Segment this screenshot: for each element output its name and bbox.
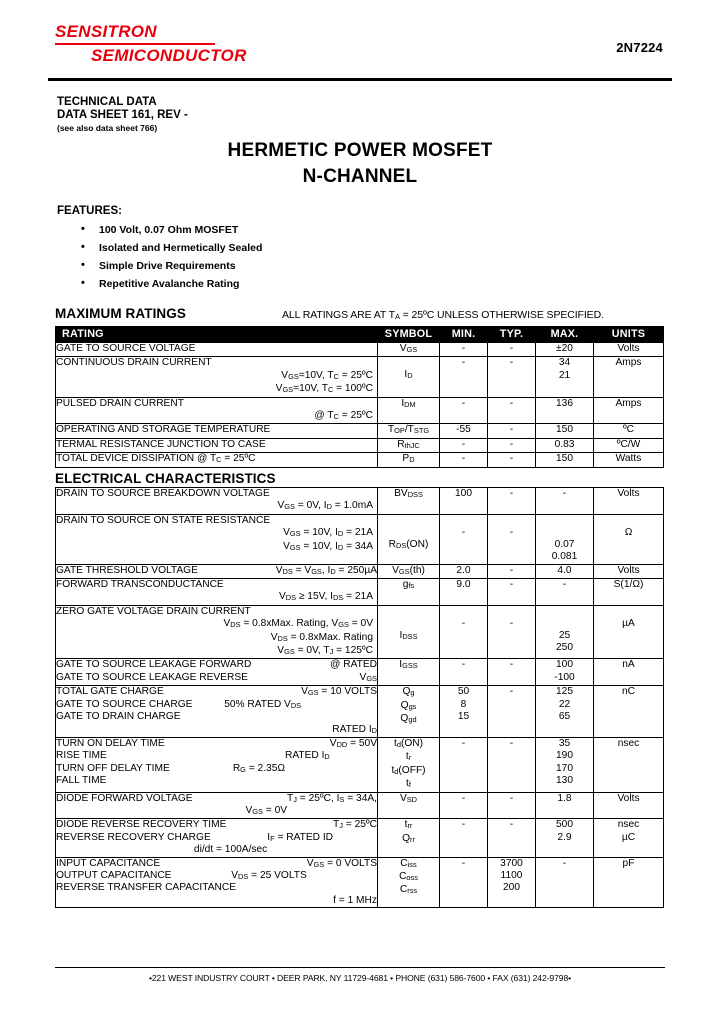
rating-max: 150 xyxy=(536,453,594,467)
rating-description: TURN ON DELAY TIME $V_{DD} = 50V$ RISE TIME RATED $I_D$ TURN OFF DELAY TIME $R_G = 2.35\Omega$ FALL TIME xyxy=(56,737,378,792)
rating-units: Volts xyxy=(594,792,664,819)
rating-max: 34 21 xyxy=(536,357,594,397)
rating-min: - xyxy=(440,659,488,686)
maximum-ratings-note xyxy=(282,309,604,321)
rating-symbol: $R_{thJC}$ xyxy=(378,438,440,452)
rating-typ: - xyxy=(488,343,536,357)
electrical-characteristics-table xyxy=(55,487,664,908)
rating-symbol: $R_{DS}(ON)$ xyxy=(378,514,440,564)
rating-min: - xyxy=(440,514,488,564)
rating-units: Amps xyxy=(594,397,664,424)
rating-min: - xyxy=(440,737,488,792)
rating-units: Volts xyxy=(594,564,664,578)
rating-min: - xyxy=(440,343,488,357)
technical-data-block xyxy=(57,96,188,134)
rating-symbol: $I_{GSS}$ xyxy=(378,659,440,686)
rating-typ: - xyxy=(488,424,536,438)
rating-typ: - xyxy=(488,686,536,738)
rating-symbol: $Q_g$ $Q_{gs}$ $Q_{gd}$ xyxy=(378,686,440,738)
rating-max: 4.0 xyxy=(536,564,594,578)
rating-symbol: $t_d(ON)$ $t_r$ $t_d(OFF)$ $t_f$ xyxy=(378,737,440,792)
column-header-max: MAX. xyxy=(536,327,594,343)
rating-typ: - xyxy=(488,737,536,792)
rating-min: 50 8 15 xyxy=(440,686,488,738)
rating-units: Volts xyxy=(594,488,664,515)
rating-min: -55 xyxy=(440,424,488,438)
table-row xyxy=(56,343,664,357)
rating-symbol: $V_{GS}$ xyxy=(378,343,440,357)
rating-units: ºC xyxy=(594,424,664,438)
rating-typ: - xyxy=(488,397,536,424)
rating-description: TOTAL GATE CHARGE $V_{GS} = 10$ VOLTS GATE TO SOURCE CHARGE 50% RATED $V_{DS}$ GATE TO DRAIN CHARGE RATED $I_D$ xyxy=(56,686,378,738)
table-row xyxy=(56,514,664,564)
rating-typ: - xyxy=(488,792,536,819)
table-row xyxy=(56,453,664,467)
rating-max: 25 250 xyxy=(536,605,594,659)
rating-symbol: $C_{iss}$ $C_{oss}$ $C_{rss}$ xyxy=(378,857,440,908)
column-header-symbol: SYMBOL xyxy=(378,327,440,343)
rating-symbol: $V_{SD}$ xyxy=(378,792,440,819)
features-heading: FEATURES: xyxy=(57,205,122,217)
rating-min: 2.0 xyxy=(440,564,488,578)
rating-symbol: $g_{fs}$ xyxy=(378,579,440,606)
electrical-characteristics-body xyxy=(56,488,664,908)
rating-min: - xyxy=(440,453,488,467)
rating-min: - xyxy=(440,357,488,397)
rating-typ: - xyxy=(488,488,536,515)
rating-typ: - xyxy=(488,819,536,857)
page-title xyxy=(0,140,720,188)
rating-description: TERMAL RESISTANCE JUNCTION TO CASE xyxy=(56,438,378,452)
list-item: • 100 Volt, 0.07 Ohm MOSFET xyxy=(57,224,262,237)
rating-typ: - xyxy=(488,605,536,659)
page-title-line-1: HERMETIC POWER MOSFET xyxy=(227,140,493,161)
rating-symbol: $I_D$ xyxy=(378,357,440,397)
rating-units: nA xyxy=(594,659,664,686)
column-header-rating: RATING xyxy=(56,327,378,343)
rating-symbol: $T_{OP}/T_{STG}$ xyxy=(378,424,440,438)
footer-divider xyxy=(55,967,665,968)
rating-typ: - xyxy=(488,453,536,467)
rating-min: - xyxy=(440,857,488,908)
rating-units: Watts xyxy=(594,453,664,467)
features-list xyxy=(57,224,262,291)
rating-max: - xyxy=(536,857,594,908)
technical-data-line-1: TECHNICAL DATA xyxy=(57,96,157,108)
table-row xyxy=(56,819,664,857)
table-row xyxy=(56,792,664,819)
rating-units: nC xyxy=(594,686,664,738)
rating-min: - xyxy=(440,819,488,857)
rating-typ: - xyxy=(488,659,536,686)
rating-description: GATE TO SOURCE VOLTAGE xyxy=(56,343,378,357)
rating-description: TOTAL DEVICE DISSIPATION @ $T_C$ = 25ºC xyxy=(56,453,378,467)
rating-symbol: $I_{DSS}$ xyxy=(378,605,440,659)
rating-units: nsec xyxy=(594,737,664,792)
rating-symbol: $t_{rr}$ $Q_{rr}$ xyxy=(378,819,440,857)
rating-description: PULSED DRAIN CURRENT @ $T_C$ = 25ºC xyxy=(56,397,378,424)
table-row xyxy=(56,488,664,515)
footer-address: •221 WEST INDUSTRY COURT • DEER PARK, NY 11729-4681 • PHONE (631) 586-7600 • FAX (631) 242-9798• xyxy=(148,973,572,983)
rating-symbol: $P_D$ xyxy=(378,453,440,467)
company-logo xyxy=(55,22,247,66)
rating-min: - xyxy=(440,605,488,659)
table-row xyxy=(56,857,664,908)
table-header-row xyxy=(56,327,664,343)
table-row xyxy=(56,605,664,659)
rating-max: 0.83 xyxy=(536,438,594,452)
rating-units: ºC/W xyxy=(594,438,664,452)
rating-symbol: $BV_{DSS}$ xyxy=(378,488,440,515)
rating-max: 136 xyxy=(536,397,594,424)
rating-units: S(1/Ω) xyxy=(594,579,664,606)
rating-symbol: $I_{DM}$ xyxy=(378,397,440,424)
rating-description: ZERO GATE VOLTAGE DRAIN CURRENT $V_{DS}$ = 0.8xMax. Rating, $V_{GS} = 0V$ $V_{DS}$ = 0.8xMax. Rating $V_{GS} = 0V$, $T_J$ = 125ºC xyxy=(56,605,378,659)
rating-max: 0.07 0.081 xyxy=(536,514,594,564)
logo-line-2: SEMICONDUCTOR xyxy=(91,46,247,65)
list-item: • Repetitive Avalanche Rating xyxy=(57,278,262,291)
rating-max: 1.8 xyxy=(536,792,594,819)
note-subscript: A xyxy=(394,312,400,321)
technical-data-line-3: (see also data sheet 766) xyxy=(57,123,158,133)
table-row xyxy=(56,737,664,792)
technical-data-line-2: DATA SHEET 161, REV - xyxy=(57,109,188,121)
rating-units: Amps xyxy=(594,357,664,397)
list-item: • Isolated and Hermetically Sealed xyxy=(57,242,262,255)
rating-description: DRAIN TO SOURCE BREAKDOWN VOLTAGE $V_{GS} = 0V$, $I_D = 1.0mA$ xyxy=(56,488,378,515)
header-divider xyxy=(48,78,672,81)
maximum-ratings-body xyxy=(56,343,664,468)
table-row xyxy=(56,659,664,686)
rating-description: DIODE FORWARD VOLTAGE $T_J$ = 25ºC, $I_S = 34A$, $V_{GS} = 0V$ xyxy=(56,792,378,819)
rating-max: ±20 xyxy=(536,343,594,357)
logo-line-1: SENSITRON xyxy=(55,22,215,45)
rating-units: pF xyxy=(594,857,664,908)
table-row xyxy=(56,424,664,438)
rating-min: - xyxy=(440,438,488,452)
rating-min: - xyxy=(440,397,488,424)
rating-max: 150 xyxy=(536,424,594,438)
rating-max: 500 2.9 xyxy=(536,819,594,857)
note-tail: = 25ºC UNLESS OTHERWISE SPECIFIED. xyxy=(399,309,604,321)
rating-description: CONTINUOUS DRAIN CURRENT $V_{GS}=10V$, $T_C$ = 25ºC $V_{GS}=10V$, $T_C$ = 100ºC xyxy=(56,357,378,397)
list-item: • Simple Drive Requirements xyxy=(57,260,262,273)
column-header-typ: TYP. xyxy=(488,327,536,343)
maximum-ratings-heading: MAXIMUM RATINGS xyxy=(55,306,186,321)
page-title-line-2: N-CHANNEL xyxy=(302,166,418,187)
rating-max: 35 190 170 130 xyxy=(536,737,594,792)
column-header-min: MIN. xyxy=(440,327,488,343)
table-row xyxy=(56,397,664,424)
maximum-ratings-table xyxy=(55,326,664,468)
rating-typ: - xyxy=(488,438,536,452)
rating-min: 100 xyxy=(440,488,488,515)
rating-units: Volts xyxy=(594,343,664,357)
rating-typ: - xyxy=(488,514,536,564)
rating-symbol: $V_{GS}(th)$ xyxy=(378,564,440,578)
rating-units: Ω xyxy=(594,514,664,564)
features-section xyxy=(57,205,262,296)
rating-typ: - xyxy=(488,579,536,606)
rating-description: GATE THRESHOLD VOLTAGE $V_{DS} = V_{GS}$, $I_D = 250\mu A$ xyxy=(56,564,378,578)
rating-typ: 3700 1100 200 xyxy=(488,857,536,908)
rating-max: - xyxy=(536,579,594,606)
rating-max: 100 -100 xyxy=(536,659,594,686)
table-row xyxy=(56,564,664,578)
column-header-units: UNITS xyxy=(594,327,664,343)
rating-max: 125 22 65 xyxy=(536,686,594,738)
rating-max: - xyxy=(536,488,594,515)
rating-typ: - xyxy=(488,357,536,397)
rating-units: µA xyxy=(594,605,664,659)
table-row xyxy=(56,579,664,606)
rating-description: DIODE REVERSE RECOVERY TIME $T_J$ = 25ºC REVERSE RECOVERY CHARGE $I_F$ = RATED ID di/dt = 100A/sec xyxy=(56,819,377,856)
table-row xyxy=(56,686,664,738)
rating-min: 9.0 xyxy=(440,579,488,606)
rating-description: GATE TO SOURCE LEAKAGE FORWARD @ RATED GATE TO SOURCE LEAKAGE REVERSE $V_{GS}$ xyxy=(56,659,378,686)
electrical-characteristics-heading: ELECTRICAL CHARACTERISTICS xyxy=(55,471,276,486)
table-row xyxy=(56,357,664,397)
rating-description: OPERATING AND STORAGE TEMPERATURE xyxy=(56,424,378,438)
rating-description: DRAIN TO SOURCE ON STATE RESISTANCE $V_{GS} = 10V$, $I_D = 21A$ $V_{GS} = 10V$, $I_D = 34A$ xyxy=(56,514,378,564)
rating-min: - xyxy=(440,792,488,819)
rating-description: INPUT CAPACITANCE $V_{GS} = 0$ VOLTS OUTPUT CAPACITANCE $V_{DS} = 25$ VOLTS REVERSE TRANSFER CAPACITANCE f = 1 MHz xyxy=(56,857,377,906)
table-row xyxy=(56,438,664,452)
rating-typ: - xyxy=(488,564,536,578)
note-text: ALL RATINGS ARE AT T xyxy=(282,309,395,321)
part-number: 2N7224 xyxy=(616,40,663,55)
rating-units: nsec µC xyxy=(594,819,664,857)
rating-description: FORWARD TRANSCONDUCTANCE $V_{DS} \ge 15V$, $I_{DS} = 21A$ xyxy=(56,579,378,606)
